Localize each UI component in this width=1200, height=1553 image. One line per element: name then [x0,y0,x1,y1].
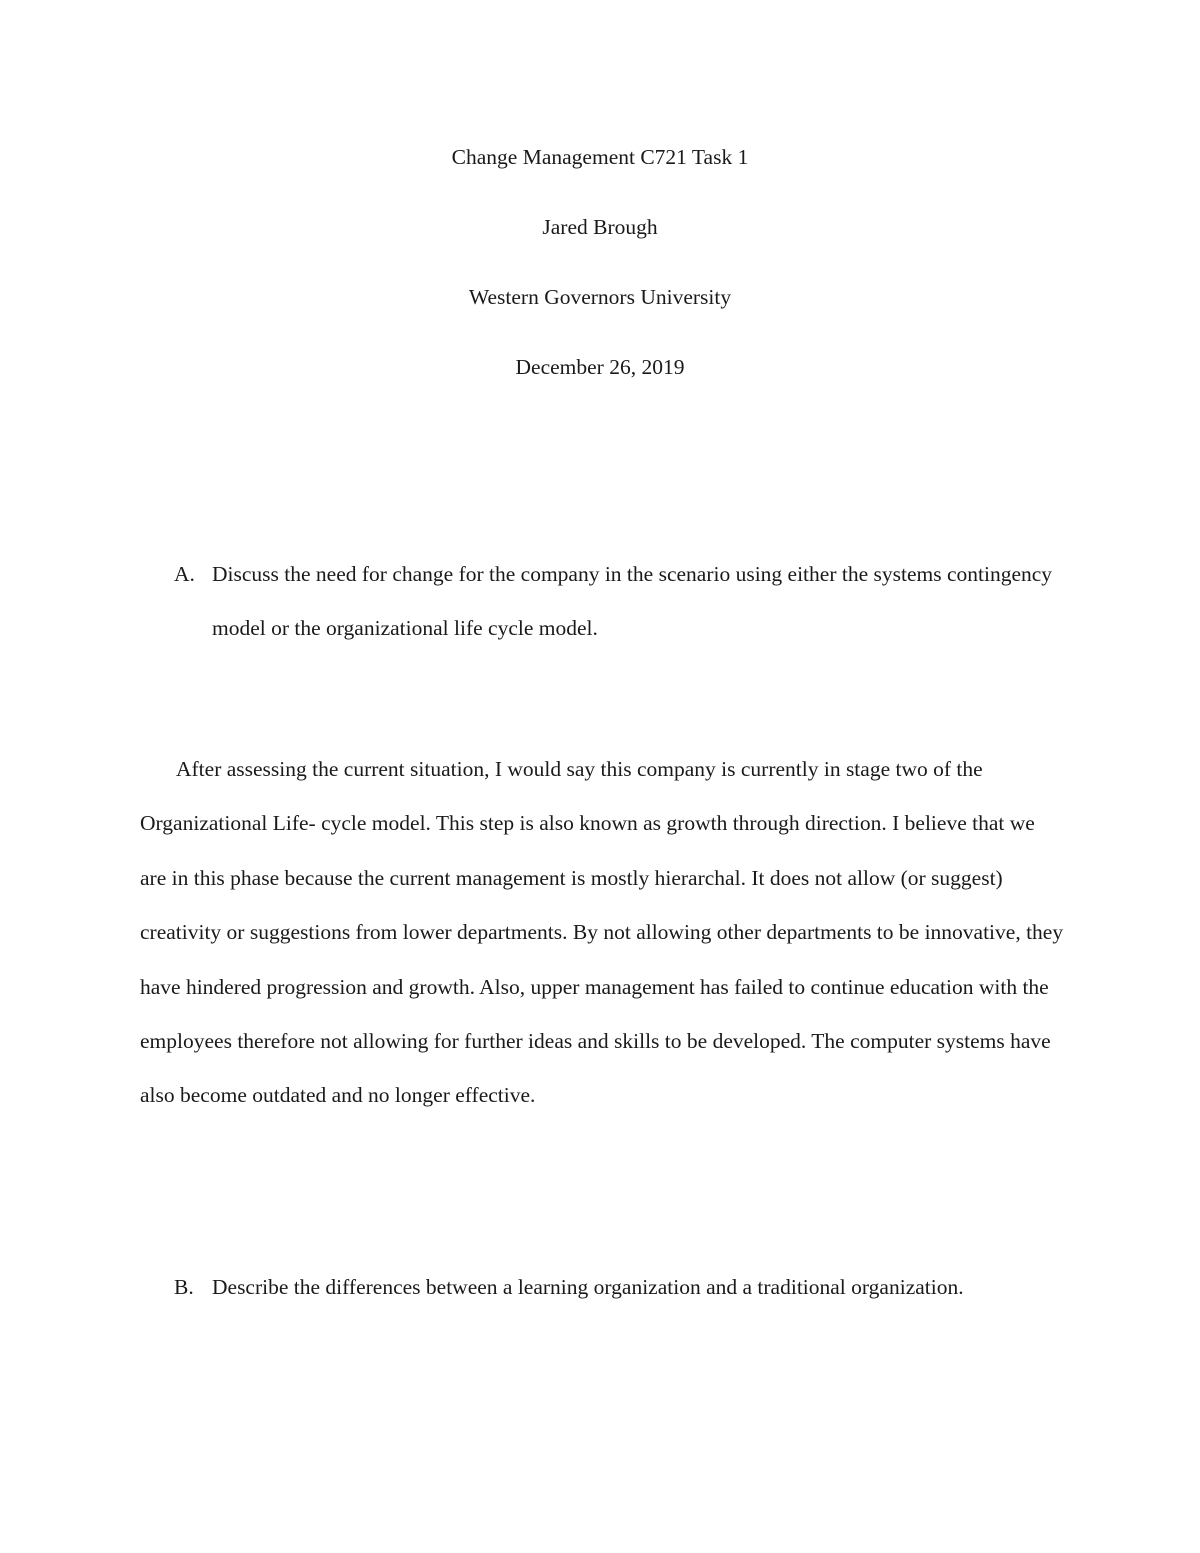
question-b [174,1260,1054,1314]
author-name: Jared Brough [542,215,658,239]
question-b-prompt: Describe the differences between a learning organization and a traditional organization. [212,1275,964,1299]
submission-date: December 26, 2019 [515,355,685,379]
title-block [0,140,1200,420]
answer-a-paragraph: After assessing the current situation, I would say this company is currently in stage two of the Organizational Life- cycle model. This step is also known as growth through direction. I believe that we are in this phase because the current management is mostly hierarchal. It does not allow (or suggest) creativity or suggestions from lower departments. By not allowing other departments to be innovative, they have hindered progression and growth. Also, upper management has failed to continue education with the employees therefore not allowing for further ideas and skills to be developed. The computer systems have also become outdated and no longer effective. [140,757,1064,1108]
paper-title: Change Management C721 Task 1 [451,145,749,169]
question-a-letter: A. [174,562,195,586]
institution-name: Western Governors University [468,285,732,309]
question-a [174,547,1054,655]
question-a-prompt: Discuss the need for change for the company in the scenario using either the systems contingency model or the organizational life cycle model. [212,562,1053,640]
question-b-letter: B. [174,1275,194,1299]
